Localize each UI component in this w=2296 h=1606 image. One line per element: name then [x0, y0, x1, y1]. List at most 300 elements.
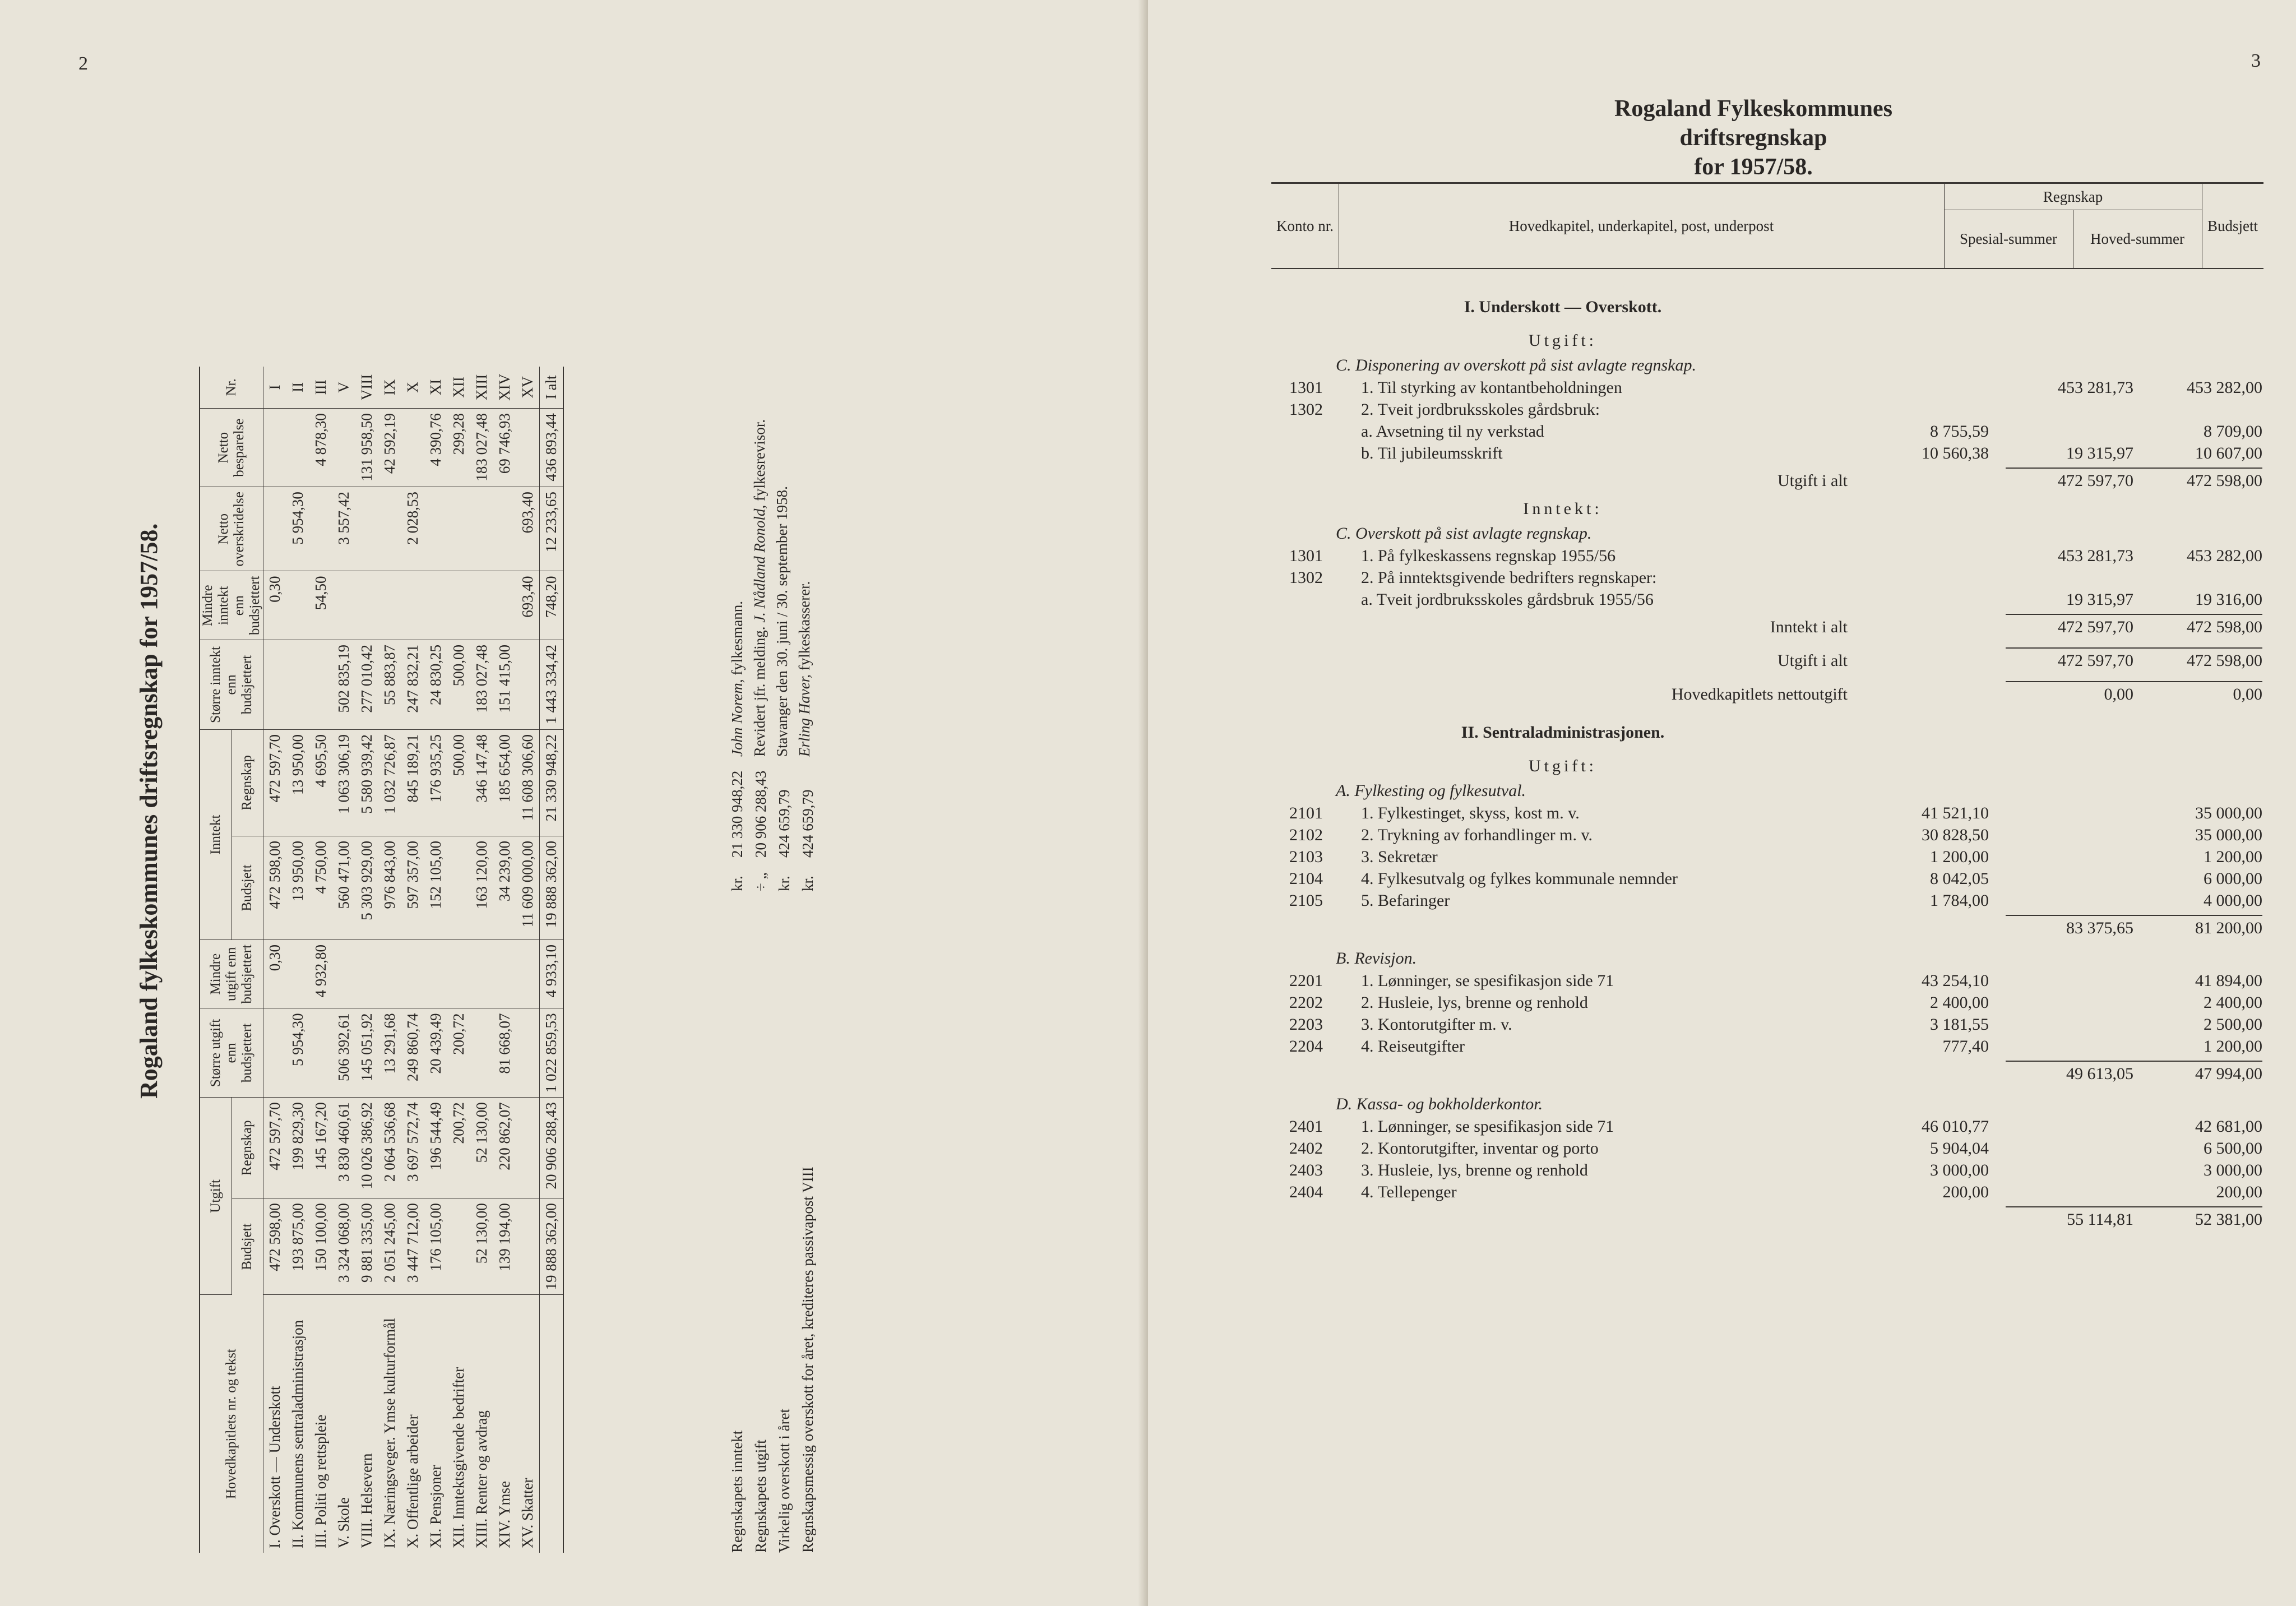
table-row	[401, 367, 424, 1553]
right-page	[1148, 0, 2296, 1606]
total-rule	[2135, 915, 2262, 916]
konto-nr: 2102	[1289, 826, 1323, 844]
ledger-subheading: Utgift:	[1529, 331, 1597, 350]
konto-nr: 1302	[1289, 400, 1323, 419]
cell-ir: 4 695,50	[309, 729, 332, 836]
summary-label: Regnskapets utgift	[752, 1440, 769, 1553]
konto-nr: 2204	[1289, 1037, 1323, 1056]
hoved-sum: 19 315,97	[2066, 444, 2133, 462]
cell-si	[309, 640, 332, 729]
spesial-sum: 3 000,00	[1930, 1161, 1989, 1179]
cell-mi: 0,30	[263, 571, 287, 640]
ledger-line	[1148, 442, 2296, 465]
ledger-line	[1148, 1093, 2296, 1116]
signature-name-1: John Norem,	[729, 679, 746, 757]
col-inntekt-budsjett: Budsjett	[232, 836, 263, 939]
cell-ub: 9 881 335,00	[355, 1198, 378, 1295]
col-kapittel: Hovedkapitlets nr. og tekst	[200, 1295, 263, 1553]
cell-ib: 560 471,00	[332, 836, 355, 939]
cell-nr: I alt	[540, 367, 564, 409]
ledger-line	[1148, 589, 2296, 611]
summary-label: Regnskapets inntekt	[729, 1430, 746, 1553]
cell-ir: 5 580 939,42	[355, 729, 378, 836]
ledger-line	[1148, 1063, 2296, 1085]
total-rule	[2135, 614, 2262, 615]
cell-mu: 4 933,10	[540, 939, 564, 1008]
cell-nr: XIII	[470, 367, 493, 409]
cell-mu	[332, 939, 355, 1008]
cell-ur: 200,72	[447, 1098, 470, 1198]
cell-kap: VIII. Helsevern	[358, 1453, 375, 1548]
col-storre-inntekt: Større inntekt enn budsjettert	[200, 640, 263, 729]
spesial-sum: 46 010,77	[1922, 1117, 1989, 1136]
cell-nb: 42 592,19	[378, 409, 401, 487]
cell-ur: 220 862,07	[493, 1098, 516, 1198]
ledger-line	[1148, 522, 2296, 545]
post-text: 2. Tveit jordbruksskoles gårdsbruk:	[1361, 400, 1600, 419]
summary-prefix: kr.	[799, 876, 816, 891]
cell-ub: 472 598,00	[263, 1198, 287, 1295]
cell-su: 145 051,92	[355, 1008, 378, 1098]
ledger-line	[1148, 616, 2296, 638]
ledger-line	[1148, 470, 2296, 492]
spesial-sum: 8 755,59	[1930, 422, 1989, 441]
ledger-header	[1271, 182, 2263, 269]
cell-kap: V. Skole	[335, 1497, 352, 1548]
cell-si: 502 835,19	[332, 640, 355, 729]
cell-kap: XII. Inntektsgivende bedrifter	[450, 1367, 467, 1548]
ledger-line	[1148, 296, 2296, 318]
table-row	[447, 367, 470, 1553]
cell-ur: 145 167,20	[309, 1098, 332, 1198]
ledger-line	[1148, 890, 2296, 912]
signature-year: 1958.	[774, 486, 790, 520]
cell-nr: III	[309, 367, 332, 409]
konto-nr: 2203	[1289, 1015, 1323, 1034]
cell-ub: 176 105,00	[424, 1198, 447, 1295]
budsjett-value: 35 000,00	[2195, 826, 2262, 844]
cell-no	[309, 487, 332, 571]
cell-si: 500,00	[447, 640, 470, 729]
ledger-subheading: Utgift:	[1529, 757, 1597, 775]
ledger-line	[1148, 1137, 2296, 1160]
konto-nr: 2103	[1289, 848, 1323, 866]
total-rule	[2006, 915, 2135, 916]
cell-mi	[493, 571, 516, 640]
cell-mu	[355, 939, 378, 1008]
cell-no	[355, 487, 378, 571]
ledger-line	[1148, 780, 2296, 802]
spesial-sum: 30 828,50	[1922, 826, 1989, 844]
total-rule	[2006, 1206, 2135, 1207]
post-text: 5. Befaringer	[1361, 891, 1450, 910]
hoved-sum-total: 49 613,05	[2066, 1065, 2133, 1083]
cell-ir: 845 189,21	[401, 729, 424, 836]
budsjett-total: 0,00	[2233, 685, 2262, 704]
ledger-line	[1148, 868, 2296, 890]
budsjett-value: 10 607,00	[2195, 444, 2262, 462]
cell-ir: 1 063 306,19	[332, 729, 355, 836]
spesial-sum: 3 181,55	[1930, 1015, 1989, 1034]
hoved-sum-total: 55 114,81	[2067, 1210, 2133, 1229]
cell-nb	[332, 409, 355, 487]
cell-ur: 199 829,30	[286, 1098, 309, 1198]
hoved-sum: 453 281,73	[2058, 547, 2133, 565]
cell-mi	[447, 571, 470, 640]
cell-si: 277 010,42	[355, 640, 378, 729]
post-text: a. Tveit jordbruksskoles gårdsbruk 1955/56	[1361, 590, 1654, 609]
hoved-sum-total: 0,00	[2104, 685, 2133, 704]
cell-mi	[424, 571, 447, 640]
cell-ib: 13 950,00	[286, 836, 309, 939]
cell-si	[286, 640, 309, 729]
konto-nr: 1302	[1289, 568, 1323, 587]
cell-kap	[540, 1295, 564, 1553]
cell-mu	[447, 939, 470, 1008]
total-rule	[2135, 1061, 2262, 1062]
total-rule	[2135, 647, 2262, 649]
total-rule	[2006, 614, 2135, 615]
cell-nr: XV	[516, 367, 540, 409]
cell-no: 3 557,42	[332, 487, 355, 571]
header-budsjett: Budsjett	[2207, 217, 2258, 234]
ledger-line	[1148, 567, 2296, 589]
post-text: b. Til jubileumsskrift	[1361, 444, 1503, 462]
cell-kap: XV. Skatter	[519, 1478, 536, 1548]
total-rule	[2135, 681, 2262, 682]
ledger-line	[1148, 399, 2296, 421]
cell-ur: 196 544,49	[424, 1098, 447, 1198]
left-page-title: Rogaland fylkeskommunes driftsregnskap for 1957/58.	[135, 523, 163, 1099]
cell-ib	[447, 836, 470, 939]
cell-ir: 472 597,70	[263, 729, 287, 836]
underkapitel-heading: C. Overskott på sist avlagte regnskap.	[1336, 524, 1592, 543]
col-nr: Nr.	[200, 367, 263, 409]
cell-si: 183 027,48	[470, 640, 493, 729]
cell-su	[309, 1008, 332, 1098]
cell-mu	[424, 939, 447, 1008]
hoved-sum: 453 281,73	[2058, 378, 2133, 397]
cell-mi	[378, 571, 401, 640]
cell-ir: 11 608 306,60	[516, 729, 540, 836]
signature-name-3: Erling Haver,	[796, 674, 813, 757]
cell-ub: 193 875,00	[286, 1198, 309, 1295]
cell-ub: 19 888 362,00	[540, 1198, 564, 1295]
ledger-line	[1148, 721, 2296, 744]
budsjett-value: 1 200,00	[2204, 1037, 2262, 1056]
ledger-line	[1148, 420, 2296, 443]
post-text: 1. På fylkeskassens regnskap 1955/56	[1361, 547, 1616, 565]
budsjett-total: 81 200,00	[2195, 919, 2262, 937]
cell-su	[263, 1008, 287, 1098]
post-text: a. Avsetning til ny verkstad	[1361, 422, 1544, 441]
cell-ib: 163 120,00	[470, 836, 493, 939]
cell-si	[263, 640, 287, 729]
col-mindre-utgift: Mindre utgift enn budsjettert	[200, 939, 263, 1008]
cell-ib: 152 105,00	[424, 836, 447, 939]
hoved-sum-total: 472 597,70	[2058, 471, 2133, 490]
cell-nb	[286, 409, 309, 487]
summary-prefix: ÷ „	[752, 872, 769, 891]
cell-kap: II. Kommunens sentraladministrasjon	[289, 1320, 306, 1548]
header-hoved: Hoved-summer	[2073, 210, 2202, 268]
col-utgift-regnskap: Regnskap	[232, 1098, 263, 1198]
cell-mi	[401, 571, 424, 640]
cell-nb: 69 746,93	[493, 409, 516, 487]
cell-ur: 52 130,00	[470, 1098, 493, 1198]
cell-mu	[493, 939, 516, 1008]
cell-nr: XI	[424, 367, 447, 409]
cell-ir: 1 032 726,87	[378, 729, 401, 836]
total-rule	[2135, 1206, 2262, 1207]
page-number-right: 3	[2251, 50, 2261, 71]
cell-mu	[401, 939, 424, 1008]
konto-nr: 2402	[1289, 1139, 1323, 1158]
summary-label: Regnskapsmessig overskott for året, krediteres passivapost VIII	[799, 1167, 816, 1553]
cell-mu: 4 932,80	[309, 939, 332, 1008]
col-inntekt-regnskap: Regnskap	[232, 729, 263, 836]
total-label: Inntekt i alt	[1770, 618, 1848, 636]
cell-nb: 4 390,76	[424, 409, 447, 487]
budsjett-value: 453 282,00	[2187, 378, 2262, 397]
konto-nr: 2403	[1289, 1161, 1323, 1179]
cell-si: 24 830,25	[424, 640, 447, 729]
total-rule	[2006, 681, 2135, 682]
konto-nr: 2404	[1289, 1183, 1323, 1201]
cell-ir: 346 147,48	[470, 729, 493, 836]
cell-no: 12 233,65	[540, 487, 564, 571]
cell-ib: 34 239,00	[493, 836, 516, 939]
ledger-line	[1148, 377, 2296, 399]
cell-su	[470, 1008, 493, 1098]
table-row	[493, 367, 516, 1553]
table-row	[378, 367, 401, 1553]
cell-ur: 472 597,70	[263, 1098, 287, 1198]
konto-nr: 2105	[1289, 891, 1323, 910]
cell-ir: 500,00	[447, 729, 470, 836]
cell-nb: 299,28	[447, 409, 470, 487]
post-text: 3. Kontorutgifter m. v.	[1361, 1015, 1512, 1034]
post-text: 2. Husleie, lys, brenne og renhold	[1361, 993, 1588, 1012]
cell-su: 200,72	[447, 1008, 470, 1098]
post-text: 1. Til styrking av kontantbeholdningen	[1361, 378, 1622, 397]
budsjett-total: 472 598,00	[2187, 618, 2262, 636]
cell-mi	[355, 571, 378, 640]
cell-mi	[470, 571, 493, 640]
cell-mi: 693,40	[516, 571, 540, 640]
ledger-line	[1148, 330, 2296, 352]
summary-prefix: kr.	[776, 876, 793, 891]
post-text: 1. Lønninger, se spesifikasjon side 71	[1361, 971, 1614, 990]
post-text: 1. Fylkestinget, skyss, kost m. v.	[1361, 804, 1580, 822]
cell-ub: 150 100,00	[309, 1198, 332, 1295]
spesial-sum: 10 560,38	[1922, 444, 1989, 462]
cell-ur: 3 697 572,74	[401, 1098, 424, 1198]
budsjett-total: 472 598,00	[2187, 651, 2262, 670]
ledger-line	[1148, 824, 2296, 846]
budsjett-value: 41 894,00	[2195, 971, 2262, 990]
total-label: Hovedkapitlets nettoutgift	[1671, 685, 1848, 704]
ledger-line	[1148, 498, 2296, 520]
header-konto: Konto nr.	[1271, 184, 1339, 268]
signature-date-1: 30. juni	[774, 621, 790, 667]
total-label: Utgift i alt	[1777, 651, 1848, 670]
cell-ur: 20 906 288,43	[540, 1098, 564, 1198]
post-text: 3. Husleie, lys, brenne og renhold	[1361, 1161, 1588, 1179]
cell-ib: 5 303 929,00	[355, 836, 378, 939]
budsjett-value: 1 200,00	[2204, 848, 2262, 866]
cell-kap: IX. Næringsveger. Ymse kulturformål	[381, 1318, 398, 1548]
budsjett-value: 4 000,00	[2204, 891, 2262, 910]
cell-ub: 52 130,00	[470, 1198, 493, 1295]
page-number-left: 2	[78, 53, 88, 74]
cell-ub: 3 324 068,00	[332, 1198, 355, 1295]
header-hovedkapitel: Hovedkapitel, underkapitel, post, underpost	[1339, 184, 1945, 268]
underkapitel-heading: D. Kassa- og bokholderkontor.	[1336, 1095, 1543, 1113]
col-mindre-inntekt: Mindre inntekt enn budsjettert	[200, 571, 263, 640]
ledger-line	[1148, 1035, 2296, 1058]
cell-ur: 10 026 386,92	[355, 1098, 378, 1198]
cell-nr: VIII	[355, 367, 378, 409]
hoved-sum-total: 83 375,65	[2066, 919, 2133, 937]
post-text: 2. Kontorutgifter, inventar og porto	[1361, 1139, 1599, 1158]
cell-ib: 11 609 000,00	[516, 836, 540, 939]
signature-date-2: 30. september	[774, 524, 790, 609]
cell-si: 247 832,21	[401, 640, 424, 729]
cell-su: 81 668,07	[493, 1008, 516, 1098]
ledger-line	[1148, 1013, 2296, 1036]
ledger-line	[1148, 1159, 2296, 1182]
cell-si: 1 443 334,42	[540, 640, 564, 729]
post-text: 4. Tellepenger	[1361, 1183, 1457, 1201]
cell-ub: 139 194,00	[493, 1198, 516, 1295]
budsjett-value: 2 500,00	[2204, 1015, 2262, 1034]
col-storre-utgift: Større utgift enn budsjettert	[200, 1008, 263, 1098]
cell-su: 13 291,68	[378, 1008, 401, 1098]
spesial-sum: 2 400,00	[1930, 993, 1989, 1012]
summary-prefix: kr.	[729, 876, 746, 891]
signature-place-date: Stavanger den 30. juni / 30. september 1958.	[774, 486, 790, 757]
konto-nr: 1301	[1289, 547, 1323, 565]
spesial-sum: 200,00	[1942, 1183, 1989, 1201]
cell-kap: XI. Pensjoner	[427, 1465, 444, 1548]
cell-su	[516, 1008, 540, 1098]
hoved-sum-total: 472 597,70	[2058, 651, 2133, 670]
signature-place: Stavanger den	[774, 670, 790, 757]
cell-mu: 0,30	[263, 939, 287, 1008]
col-inntekt: Inntekt	[200, 729, 232, 939]
post-text: 2. På inntektsgivende bedrifters regnskaper:	[1361, 568, 1657, 587]
table-row	[309, 367, 332, 1553]
budsjett-total: 472 598,00	[2187, 471, 2262, 490]
cell-ir: 13 950,00	[286, 729, 309, 836]
cell-nb: 4 878,30	[309, 409, 332, 487]
col-utgift-budsjett: Budsjett	[232, 1198, 263, 1295]
ledger-line	[1148, 802, 2296, 825]
cell-si	[516, 640, 540, 729]
budsjett-value: 3 000,00	[2204, 1161, 2262, 1179]
right-page-title	[1552, 94, 1955, 182]
budsjett-value: 35 000,00	[2195, 804, 2262, 822]
post-text: 2. Trykning av forhandlinger m. v.	[1361, 826, 1593, 844]
konto-nr: 2201	[1289, 971, 1323, 990]
cell-ub	[447, 1198, 470, 1295]
post-text: 1. Lønninger, se spesifikasjon side 71	[1361, 1117, 1614, 1136]
signature-revidert: Revidert jfr. melding.	[751, 626, 768, 757]
title-line-1: Rogaland Fylkeskommunes driftsregnskap	[1614, 96, 1892, 151]
total-rule	[2006, 1061, 2135, 1062]
cell-mu	[286, 939, 309, 1008]
signature-revisor	[751, 419, 769, 757]
spesial-sum: 41 521,10	[1922, 804, 1989, 822]
cell-ub: 2 051 245,00	[378, 1198, 401, 1295]
budsjett-value: 6 500,00	[2204, 1139, 2262, 1158]
post-text: 4. Fylkesutvalg og fylkes kommunale nemnder	[1361, 869, 1678, 888]
cell-su: 1 022 859,53	[540, 1008, 564, 1098]
cell-nr: IX	[378, 367, 401, 409]
cell-ib: 472 598,00	[263, 836, 287, 939]
ledger-line	[1148, 354, 2296, 377]
ledger-line	[1148, 846, 2296, 868]
cell-ir: 176 935,25	[424, 729, 447, 836]
cell-nr: V	[332, 367, 355, 409]
signature-fylkesmann	[729, 601, 746, 757]
signature-role-1: fylkesmann.	[729, 601, 746, 675]
cell-nb	[516, 409, 540, 487]
ledger-subheading: Inntekt:	[1523, 499, 1603, 518]
title-line-2: for 1957/58.	[1694, 154, 1813, 180]
cell-si: 55 883,87	[378, 640, 401, 729]
table-row	[332, 367, 355, 1553]
table-row	[286, 367, 309, 1553]
hoved-sum-total: 472 597,70	[2058, 618, 2133, 636]
spesial-sum: 5 904,04	[1930, 1139, 1989, 1158]
ledger-line	[1148, 917, 2296, 939]
budsjett-value: 2 400,00	[2204, 993, 2262, 1012]
cell-su: 506 392,61	[332, 1008, 355, 1098]
konto-nr: 2401	[1289, 1117, 1323, 1136]
ledger-line	[1148, 1209, 2296, 1231]
col-netto-besparelse: Netto besparelse	[200, 409, 263, 487]
spesial-sum: 8 042,05	[1930, 869, 1989, 888]
total-label: Utgift i alt	[1777, 471, 1848, 490]
cell-ur: 3 830 460,61	[332, 1098, 355, 1198]
cell-ib: 4 750,00	[309, 836, 332, 939]
budsjett-value: 200,00	[2216, 1183, 2262, 1201]
underkapitel-heading: C. Disponering av overskott på sist avlagte regnskap.	[1336, 356, 1696, 374]
table-row	[516, 367, 540, 1553]
konto-nr: 2202	[1289, 993, 1323, 1012]
ledger-line	[1148, 650, 2296, 672]
konto-nr: 1301	[1289, 378, 1323, 397]
summary-value: 21 330 948,22	[729, 770, 746, 858]
signature-name-2: J. Nådland Ronold,	[751, 505, 768, 623]
spesial-sum: 1 784,00	[1930, 891, 1989, 910]
cell-nr: II	[286, 367, 309, 409]
cell-su: 5 954,30	[286, 1008, 309, 1098]
cell-no: 5 954,30	[286, 487, 309, 571]
konto-nr: 2101	[1289, 804, 1323, 822]
cell-ur: 2 064 536,68	[378, 1098, 401, 1198]
spesial-sum: 777,40	[1942, 1037, 1989, 1056]
cell-kap: XIII. Renter og avdrag	[473, 1410, 490, 1548]
spesial-sum: 1 200,00	[1930, 848, 1989, 866]
cell-si: 151 415,00	[493, 640, 516, 729]
underkapitel-heading: A. Fylkesting og fylkesutval.	[1336, 781, 1526, 800]
underkapitel-heading: B. Revisjon.	[1336, 949, 1417, 968]
cell-kap: I. Overskott — Underskott	[266, 1386, 283, 1548]
col-netto-overskridelse: Netto overskridelse	[200, 487, 263, 571]
